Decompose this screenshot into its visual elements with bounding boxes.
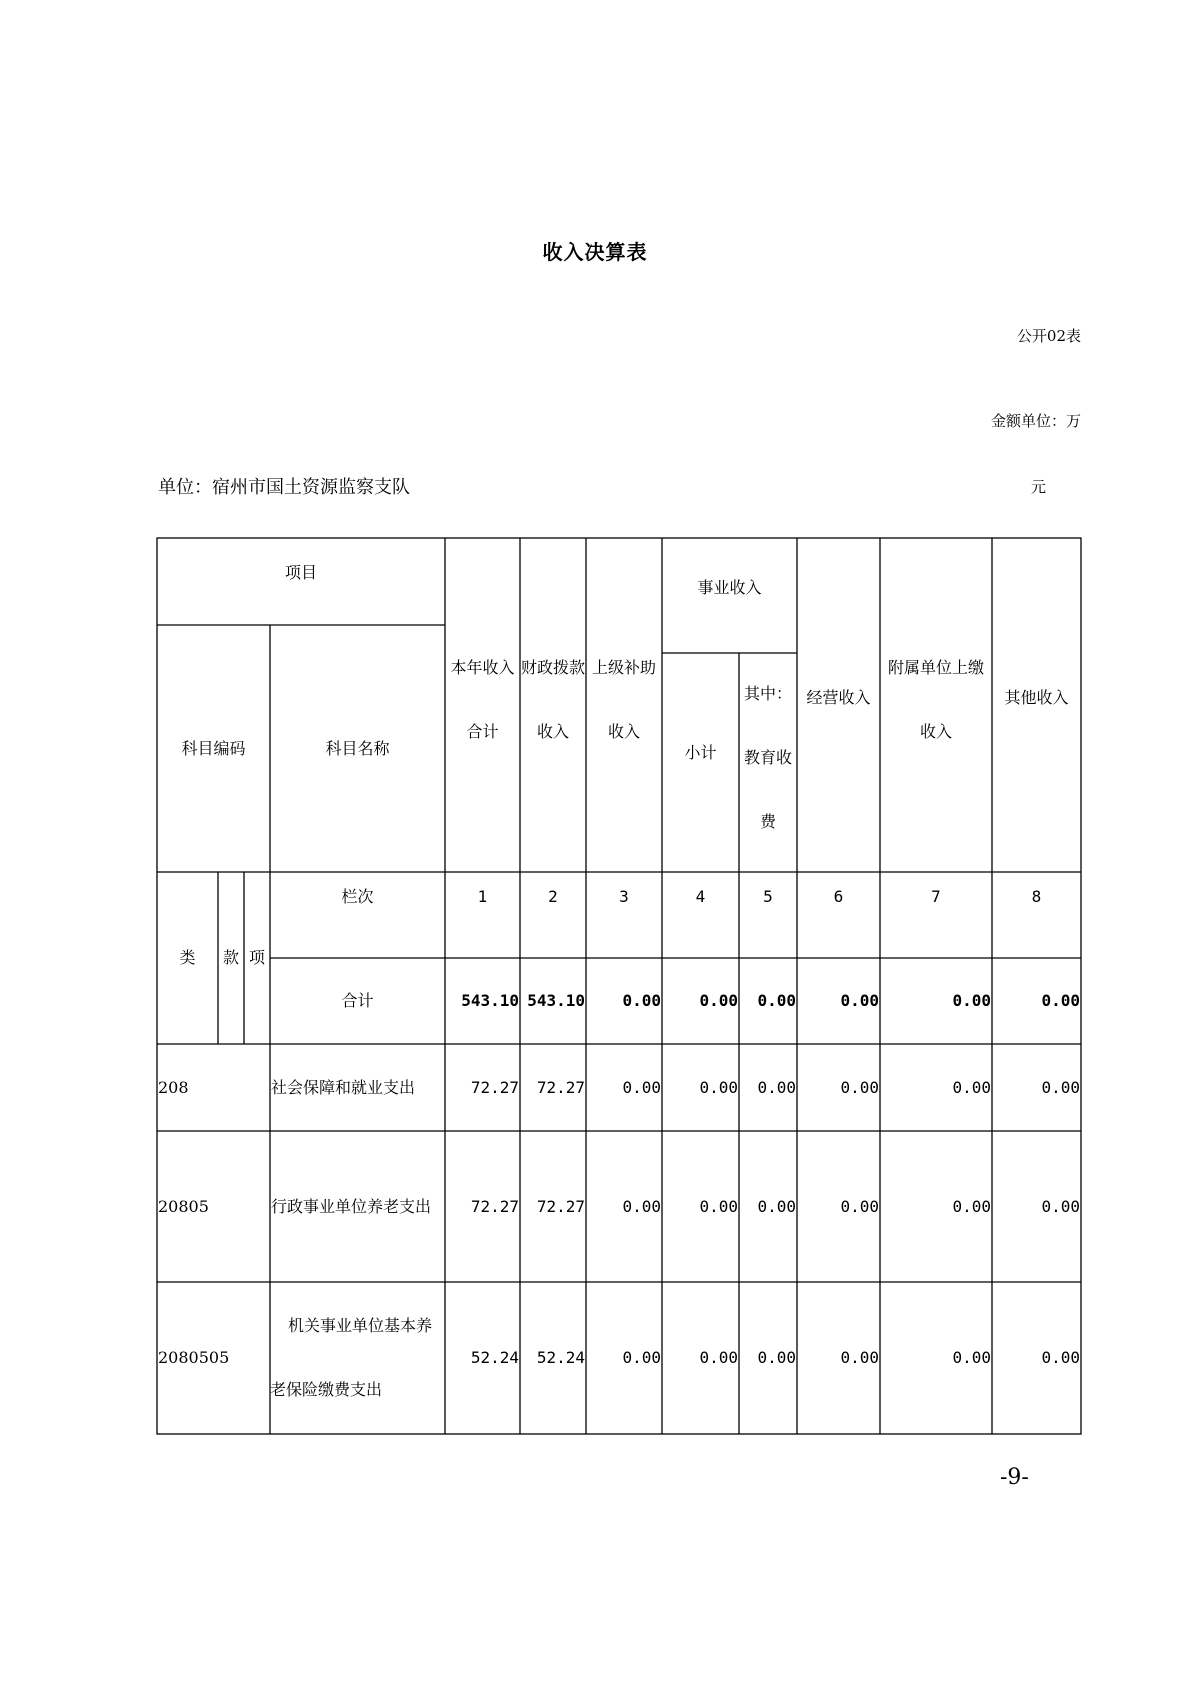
page-number: -9- bbox=[1000, 1465, 1029, 1490]
header-other-income: 其他收入 bbox=[1004, 688, 1069, 707]
total-row-label: 合计 bbox=[341, 991, 374, 1010]
total-row-value: 0.00 bbox=[952, 991, 991, 1010]
table-row-value: 0.00 bbox=[1041, 1077, 1080, 1097]
table-row-name: 社会保障和就业支出 bbox=[271, 1077, 416, 1097]
total-row-value: 543.10 bbox=[461, 991, 519, 1010]
organization-label: 单位：宿州市国土资源监察支队 bbox=[158, 477, 410, 498]
table-row-code: 208 bbox=[158, 1077, 189, 1097]
header-total-income: 本年收入合计 bbox=[450, 658, 515, 741]
table-row-value: 0.00 bbox=[622, 1348, 661, 1367]
header-subject-code: 科目编码 bbox=[181, 738, 246, 758]
column-number: 7 bbox=[931, 887, 941, 906]
table-row-value: 72.27 bbox=[536, 1077, 585, 1097]
header-superior-subsidy: 上级补助收入 bbox=[591, 658, 656, 741]
table-row-value: 72.27 bbox=[470, 1196, 519, 1216]
table-row-value: 72.27 bbox=[470, 1077, 519, 1097]
total-row-value: 0.00 bbox=[1041, 991, 1080, 1010]
table-row-value: 0.00 bbox=[622, 1077, 661, 1097]
header-business-income: 经营收入 bbox=[806, 688, 871, 707]
header-entry: 项 bbox=[248, 948, 265, 967]
column-number: 5 bbox=[763, 887, 773, 906]
table-row-value: 0.00 bbox=[1041, 1348, 1080, 1367]
column-number: 2 bbox=[548, 887, 558, 906]
table-code: 公开02表 bbox=[1016, 327, 1081, 345]
table-row-value: 0.00 bbox=[699, 1077, 738, 1097]
page-title: 收入决算表 bbox=[542, 240, 648, 264]
header-subject-name: 科目名称 bbox=[325, 738, 390, 758]
header-career-education-fee: 其中：教育收费 bbox=[743, 684, 792, 831]
header-career-subtotal: 小计 bbox=[684, 743, 717, 762]
column-number: 1 bbox=[477, 887, 488, 906]
column-number: 6 bbox=[833, 887, 844, 906]
table-row-value: 0.00 bbox=[757, 1196, 796, 1216]
table-row-value: 0.00 bbox=[699, 1196, 738, 1216]
header-category: 类 bbox=[179, 948, 196, 967]
table-row-value: 0.00 bbox=[757, 1077, 796, 1097]
total-row-value: 0.00 bbox=[699, 991, 738, 1010]
table-row-value: 72.27 bbox=[536, 1196, 585, 1216]
header-section: 款 bbox=[222, 948, 239, 967]
table-row-value: 0.00 bbox=[699, 1348, 738, 1367]
header-item: 项目 bbox=[284, 563, 317, 582]
header-career-income: 事业收入 bbox=[697, 578, 762, 597]
table-row-value: 0.00 bbox=[840, 1196, 879, 1216]
table-row-value: 0.00 bbox=[840, 1077, 879, 1097]
column-number: 3 bbox=[619, 887, 629, 906]
amount-unit-tail: 元 bbox=[1031, 478, 1047, 496]
header-fiscal-income: 财政拨款收入 bbox=[520, 658, 585, 741]
table-row-value: 0.00 bbox=[1041, 1196, 1080, 1216]
table-row-value: 0.00 bbox=[840, 1348, 879, 1367]
total-row-value: 0.00 bbox=[757, 991, 796, 1010]
table-row-value: 0.00 bbox=[952, 1196, 991, 1216]
table-row-value: 52.24 bbox=[470, 1348, 519, 1367]
total-row-value: 0.00 bbox=[840, 991, 879, 1010]
total-row-value: 0.00 bbox=[622, 991, 661, 1010]
column-number-label: 栏次 bbox=[341, 887, 374, 906]
column-number: 8 bbox=[1031, 887, 1042, 906]
table-row-value: 0.00 bbox=[622, 1196, 661, 1216]
table-row-value: 52.24 bbox=[536, 1348, 585, 1367]
total-row-value: 543.10 bbox=[527, 991, 585, 1010]
table-row-value: 0.00 bbox=[757, 1348, 796, 1367]
table-row-value: 0.00 bbox=[952, 1348, 991, 1367]
amount-unit-label: 金额单位：万 bbox=[990, 412, 1081, 430]
table-row-name: 行政事业单位养老支出 bbox=[271, 1196, 432, 1216]
table-row-code: 2080505 bbox=[158, 1348, 230, 1367]
table-row-value: 0.00 bbox=[952, 1077, 991, 1097]
table-row-code: 20805 bbox=[158, 1196, 209, 1216]
table-row-name: 机关事业单位基本养老保险缴费支出 bbox=[270, 1316, 433, 1399]
column-number: 4 bbox=[695, 887, 706, 906]
header-affiliated-income: 附属单位上缴收入 bbox=[887, 658, 984, 741]
